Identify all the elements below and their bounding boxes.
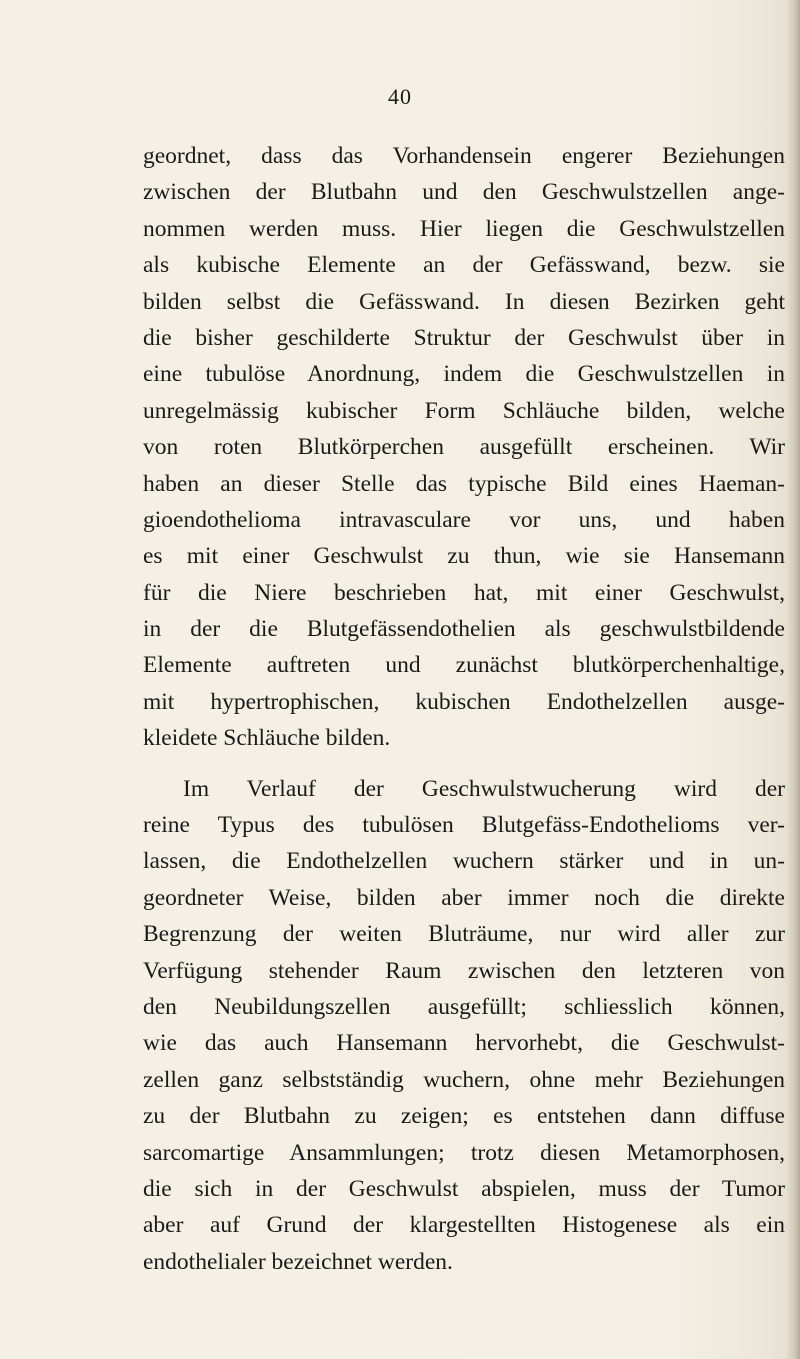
text-line: geordneter Weise, bilden aber immer noch die direkte: [143, 884, 785, 911]
text-line: nommen werden muss. Hier liegen die Geschwulstzellen: [143, 215, 785, 242]
text-line: die bisher geschilderte Struktur der Geschwulst über in: [143, 324, 785, 351]
text-line: zellen ganz selbstständig wuchern, ohne mehr Beziehungen: [143, 1066, 785, 1093]
text-line: für die Niere beschrieben hat, mit einer Geschwulst,: [143, 579, 785, 606]
text-line: gioendothelioma intravasculare vor uns, und haben: [143, 506, 785, 533]
text-line: mit hypertrophischen, kubischen Endothelzellen ausge-: [143, 688, 785, 715]
text-line: Im Verlauf der Geschwulstwucherung wird der: [183, 775, 785, 802]
text-line: Begrenzung der weiten Bluträume, nur wird aller zur: [143, 921, 785, 948]
page-edge-shadow: [786, 0, 800, 1359]
text-line: zu der Blutbahn zu zeigen; es entstehen dann diffuse: [143, 1103, 785, 1130]
text-line: Elemente auftreten und zunächst blutkörperchenhaltige,: [143, 652, 785, 679]
text-line: aber auf Grund der klargestellten Histogenese als ein: [143, 1212, 785, 1239]
text-line: wie das auch Hansemann hervorhebt, die Geschwulst-: [143, 1030, 785, 1057]
text-line: unregelmässig kubischer Form Schläuche bilden, welche: [143, 397, 785, 424]
paragraph-gap: [143, 757, 785, 771]
paragraph-2: [143, 771, 785, 1280]
text-line: als kubische Elemente an der Gefässwand, bezw. sie: [143, 252, 785, 279]
text-line: lassen, die Endothelzellen wuchern stärker und in un-: [143, 848, 785, 875]
text-line: sarcomartige Ansammlungen; trotz diesen Metamorphosen,: [143, 1139, 785, 1166]
text-line: eine tubulöse Anordnung, indem die Geschwulstzellen in: [143, 361, 785, 388]
text-line: von roten Blutkörperchen ausgefüllt erscheinen. Wir: [143, 434, 785, 461]
paragraph-1: [143, 138, 785, 757]
text-line: die sich in der Geschwulst abspielen, muss der Tumor: [143, 1175, 785, 1202]
text-line: reine Typus des tubulösen Blutgefäss-Endothelioms ver-: [143, 812, 785, 839]
text-line: den Neubildungszellen ausgefüllt; schliesslich können,: [143, 993, 785, 1020]
page-number: 40: [388, 84, 412, 109]
text-line: bilden selbst die Gefässwand. In diesen Bezirken geht: [143, 288, 785, 315]
body-text: [143, 138, 785, 1280]
text-line: haben an dieser Stelle das typische Bild eines Haeman-: [143, 470, 785, 497]
text-line: endothelialer bezeichnet werden.: [143, 1248, 453, 1275]
text-line: geordnet, dass das Vorhandensein engerer Beziehungen: [143, 143, 785, 169]
text-line: Verfügung stehender Raum zwischen den letzteren von: [143, 957, 785, 984]
text-line: in der die Blutgefässendothelien als geschwulstbildende: [143, 616, 785, 643]
text-line: es mit einer Geschwulst zu thun, wie sie Hansemann: [143, 543, 785, 570]
text-line: zwischen der Blutbahn und den Geschwulstzellen ange-: [143, 179, 785, 206]
text-line: kleidete Schläuche bilden.: [143, 725, 391, 752]
